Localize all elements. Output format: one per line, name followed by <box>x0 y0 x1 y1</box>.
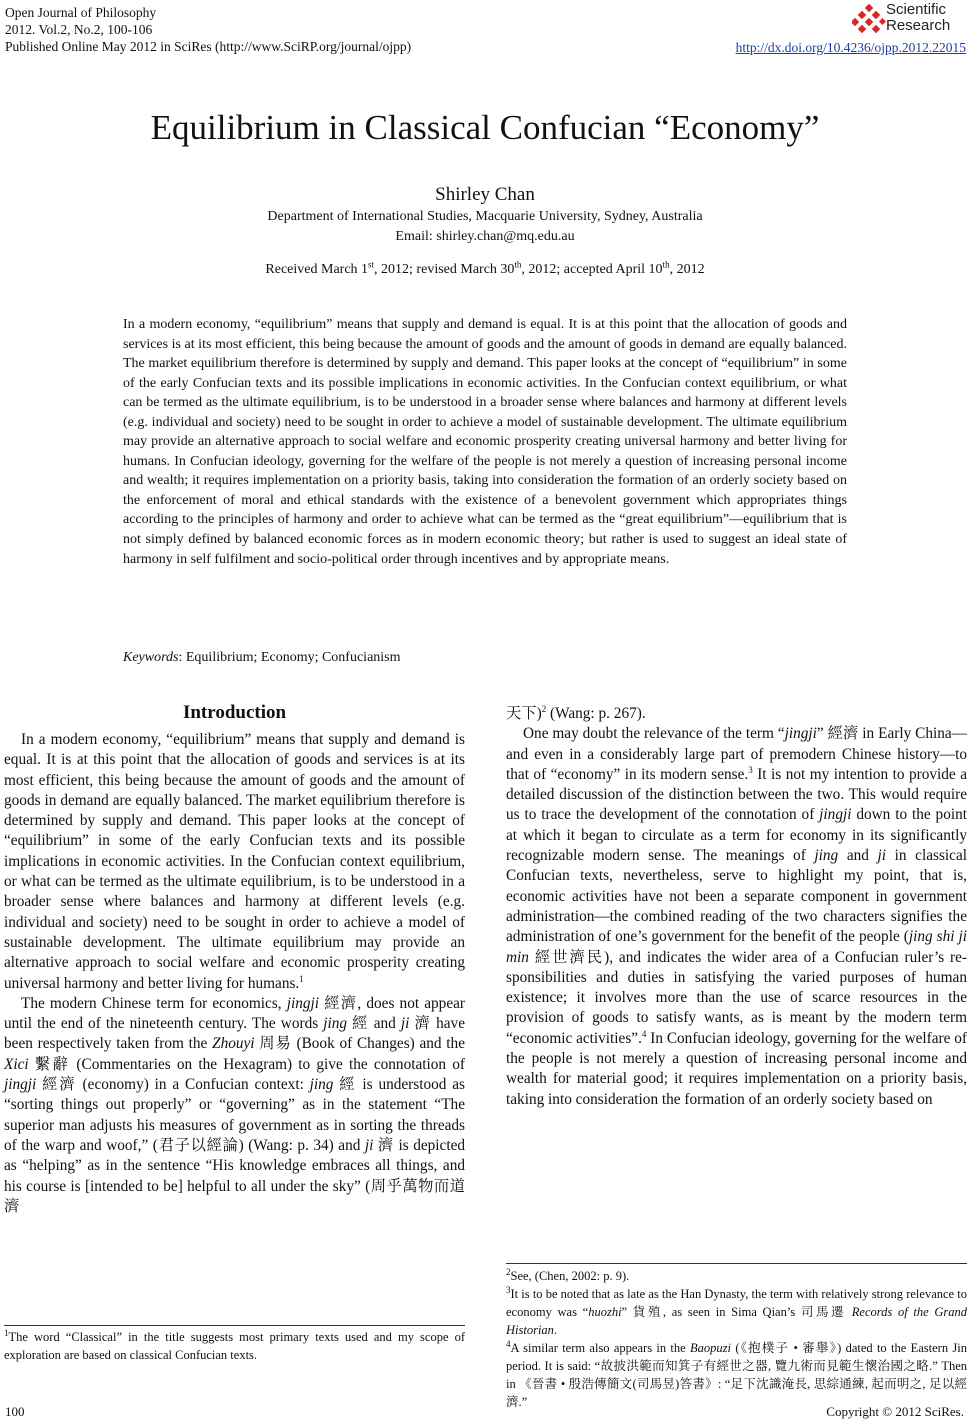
journal-volume: 2012. Vol.2, No.2, 100-106 <box>5 22 153 37</box>
footnote-4: $^4$A similar term also appears in the Baopuzi (《抱樸子 • 審舉》) dated to the Eastern Jin period. It is said: “故披洪範而知箕子有經世之器, 覽九術而見範生懷治國之略.” Then in 《晉書 • 殷浩傳簡文(司馬昱)答書》: “足下沈識淹長, 思綜通練, 起而明之, 足以經濟.” <box>506 1338 967 1409</box>
running-header <box>5 4 411 55</box>
doi-link[interactable]: http://dx.doi.org/10.4236/ojpp.2012.22015 <box>735 40 966 55</box>
author-name: Shirley Chan <box>435 184 535 205</box>
keywords <box>123 650 401 666</box>
logo-line-2: Research <box>886 17 951 34</box>
paper-title: Equilibrium in Classical Confucian “Economy” <box>150 108 820 147</box>
journal-name: Open Journal of Philosophy <box>5 5 157 20</box>
footnote-3: $^3$It is to be noted that as late as the Han Dynasty, the term with relatively strong relevance to economy was “huozhi” 貨殖, as seen in Sima Qian’s 司馬遷 Records of the Grand Historian. <box>506 1284 967 1337</box>
footnote-1: $^1$The word “Classical” in the title suggests most primary texts used and my scope of exploration are based on classical Confucian texts. <box>4 1327 465 1362</box>
paragraph-2: The modern Chinese term for economics, jingji 經濟, does not appear until the end of the nineteenth century. The words jing 經 and ji 濟 have been respectively taken from the Zhouyi 周易 (Book of Changes) and the Xici 繫辭 (Commentaries on the Hexagram) to give the connotation of jingji 經濟 (economy) in a Confucian context: jing 經 is understood as “sorting things out properly” or “governing” as in the statement “The superior man adjusts his measures of government as in sorting the threads of the warp and woof,” (君子以經論) (Wang: p. 34) and ji 濟 is depicted as “helping” as in the sentence “His knowledge embraces all things, and his course is [intended to be] helpful to all under the sky” (周乎萬物而道濟 <box>4 994 466 1215</box>
keywords-label: Keywords <box>123 650 179 665</box>
footnote-rule-right <box>506 1263 967 1264</box>
footnotes-right <box>506 1267 967 1411</box>
scirp-logo-icon <box>852 4 886 36</box>
logo-line-1: Scientific <box>886 1 947 18</box>
publication-info: Published Online May 2012 in SciRes (http://www.SciRP.org/journal/ojpp) <box>5 39 412 54</box>
paragraph-1: In a modern economy, “equilibrium” means that supply and demand is equal. It is at this point that the allocation of goods and services is at its most efficient, this being because the amount of goods and the amount of goods in demand are equally balanced. The market equilibrium therefore is determined by supply and demand. This paper looks at the concept of “equilibrium” in some of the early Confucian texts and its possible implications in economic activities. In the Confucian context equilibrium, or what can be termed as the ultimate equilibrium, is to be understood in a broader sense where balances and harmony at different levels (e.g. individual and society) need to be sought in order to achieve a model of sustainable development. The ultimate equilibrium may provide an alternative approach to social welfare and economic prosperity creating universal harmony and better living for humans.$^1$ <box>4 731 465 992</box>
received-dates: Received March 1st, 2012; revised March 30th, 2012; accepted April 10th, 2012 <box>265 259 705 277</box>
paragraph-3: One may doubt the relevance of the term “jingji” 經濟 in Early China—and even in a considerably large part of premodern Chinese history—to that of “economy” in its modern sense.$^3$ It is not my intention to provide a detailed discussion of the distinction between the two. This would require us to trace the development of the connotation of jingji down to the point at which it began to circulate as a term for economy in its significantly recognizable modern sense. The meanings of jing and ji in classical Confucian texts, nevertheless, serve to highlight my point, that is, economic activities have not been a separate component in government administration—the combined reading of the two characters signifies the administration of one’s government for the benefit of the people (jing shi ji min 經世濟民), and indicates the wider area of a Confucian ruler’s responsibilities and duties in satisfying the varied purposes of human existence; it involves more than the use of scarce resources in the provision of goods to satisfy wants, as is meant by the modern term “economic activities”.$^4$ In Confucian ideology, governing for the welfare of the people is not merely a question of increasing personal income and wealth for material good; it requires implementation on a priority basis, taking into consideration the formation of an orderly society based on <box>506 725 968 1108</box>
section-heading-introduction: Introduction <box>182 702 287 723</box>
paragraph-continuation: 天下)$^2$ (Wang: p. 267). <box>506 703 646 722</box>
keywords-value: : Equilibrium; Economy; Confucianism <box>178 650 401 665</box>
scientific-research-logo <box>852 2 962 38</box>
right-column <box>506 704 967 1110</box>
footnote-rule-left <box>4 1325 465 1326</box>
left-column <box>4 730 465 1217</box>
page-number: 100 <box>5 1404 25 1419</box>
author-affiliation <box>0 207 970 247</box>
author-email: Email: shirley.chan@mq.edu.au <box>395 229 575 244</box>
affiliation: Department of International Studies, Macquarie University, Sydney, Australia <box>267 209 703 224</box>
copyright: Copyright © 2012 SciRes. <box>826 1404 964 1419</box>
footnote-2: $^2$See, (Chen, 2002: p. 9). <box>506 1266 630 1283</box>
abstract: In a modern economy, “equilibrium” means that supply and demand is equal. It is at this point that the allocation of goods and services is at its most efficient, this being because the amount of goods and the amount of goods in demand are equally balanced. The market equilibrium therefore is determined by supply and demand. This paper looks at the concept of “equilibrium” in some of the early Confucian texts and its possible implications in economic activities. In the Confucian context equilibrium, or what can be termed as the ultimate equilibrium, is to be understood in a broader sense where balances and harmony at different levels (e.g. individual and society) need to be sought in order to achieve a model of sustainable development. The ultimate equilibrium may provide an alternative approach to social welfare and economic prosperity creating universal harmony and better living for humans. In Confucian ideology, governing for the welfare of the people is not merely a question of increasing personal income and wealth; it requires implementation on a priority basis, taking into consideration the formation of an orderly society based on the enforcement of moral and ethical standards with the existence of a benevolent government which appropriates things according to the principles of harmony and order to achieve what can be termed as the “great equilibrium”—equilibrium that is not simply defined by balanced economic forces as in modern economic theory; but rather is used to suggest an ideal state of harmony in self fulfilment and socio-political order through incentives and by appropriate means. <box>123 317 847 567</box>
